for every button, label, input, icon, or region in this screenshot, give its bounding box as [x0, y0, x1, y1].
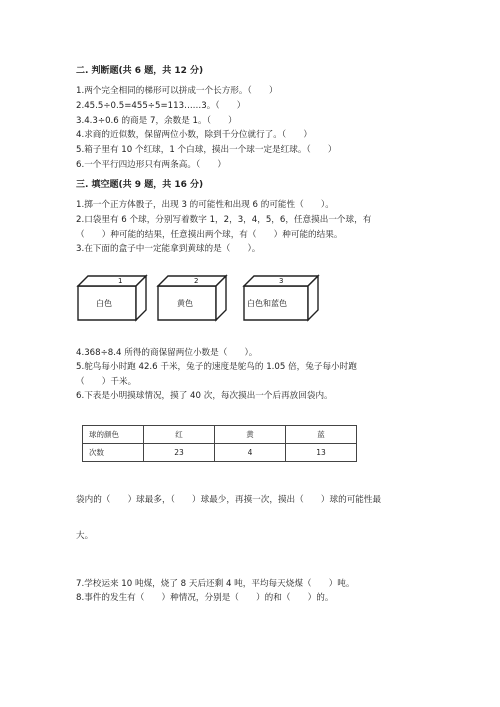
section-title-fill: 三. 填空题(共 9 题，共 16 分)	[76, 180, 204, 190]
table-cell: 4	[215, 444, 286, 462]
fill-question-5-line1: 5.鸵鸟每小时跑 42.6 千米，兔子的速度是鸵鸟的 1.05 倍，兔子每小时跑	[76, 362, 357, 372]
judge-item-1: 1.两个完全相同的梯形可以拼成一个长方形。（ ）	[76, 86, 278, 96]
ball-tally-table	[82, 425, 357, 462]
fill-question-2-line2: （ ）种可能的结果，任意摸出两个球，有（ ）种可能的结果。	[76, 230, 343, 240]
fill-question-4: 4.368÷8.4 所得的商保留两位小数是（ ）。	[76, 348, 258, 358]
table-row-label: 次数	[83, 444, 144, 462]
box-3-label: 白色和蓝色	[247, 299, 287, 308]
fill-question-3: 3.在下面的盒子中一定能拿到黄球的是（ ）。	[76, 244, 261, 254]
box-2-label: 黄色	[177, 299, 193, 308]
judge-item-2: 2.45.5÷0.5=455÷5=113……3。（ ）	[76, 101, 246, 111]
fill-question-2-line1: 2.口袋里有 6 个球，分别写着数字 1，2，3，4，5，6，任意摸出一个球，有	[76, 215, 372, 225]
judge-item-4: 4.求商的近似数，保留两位小数，除到千分位就行了。（ ）	[76, 130, 312, 140]
boxes-illustration	[74, 272, 334, 328]
box-3	[244, 276, 318, 320]
box-1	[78, 276, 146, 320]
table-cell: 23	[144, 444, 215, 462]
box-1-number: 1	[118, 277, 123, 285]
table-header-row	[83, 426, 357, 444]
fill-question-5-line2: （ ）千米。	[76, 377, 137, 387]
judge-item-3: 3.4.3÷0.6 的商是 7，余数是 1。（ ）	[76, 116, 237, 126]
table-header-cell: 红	[144, 426, 215, 444]
table-cell: 13	[286, 444, 357, 462]
fill-question-6-answer-line2: 大。	[76, 531, 94, 541]
judge-item-5: 5.箱子里有 10 个红球，1 个白球，摸出一个球一定是红球。（ ）	[76, 145, 337, 155]
box-3-number: 3	[279, 277, 284, 285]
table-header-cell: 球的颜色	[83, 426, 144, 444]
table-header-cell: 黄	[215, 426, 286, 444]
fill-question-8: 8.事件的发生有（ ）种情况，分别是（ ）的和（ ）的。	[76, 593, 334, 603]
fill-question-6: 6.下表是小明摸球情况，摸了 40 次，每次摸出一个后再放回袋内。	[76, 391, 333, 401]
box-2-number: 2	[194, 277, 199, 285]
box-1-label: 白色	[96, 299, 112, 308]
box-2	[158, 276, 226, 320]
fill-question-7: 7.学校运来 10 吨煤，烧了 8 天后还剩 4 吨，平均每天烧煤（ ）吨。	[76, 579, 355, 589]
judge-item-6: 6.一个平行四边形只有两条高。（ ）	[76, 160, 226, 170]
table-header-cell: 蓝	[286, 426, 357, 444]
table-row	[83, 444, 357, 462]
fill-question-6-answer-line1: 袋内的（ ）球最多，（ ）球最少，再摸一次，摸出（ ）球的可能性最	[76, 495, 382, 505]
section-title-judge: 二. 判断题(共 6 题，共 12 分)	[76, 66, 204, 76]
fill-question-1: 1.掷一个正方体骰子，出现 3 的可能性和出现 6 的可能性（ ）。	[76, 200, 334, 210]
